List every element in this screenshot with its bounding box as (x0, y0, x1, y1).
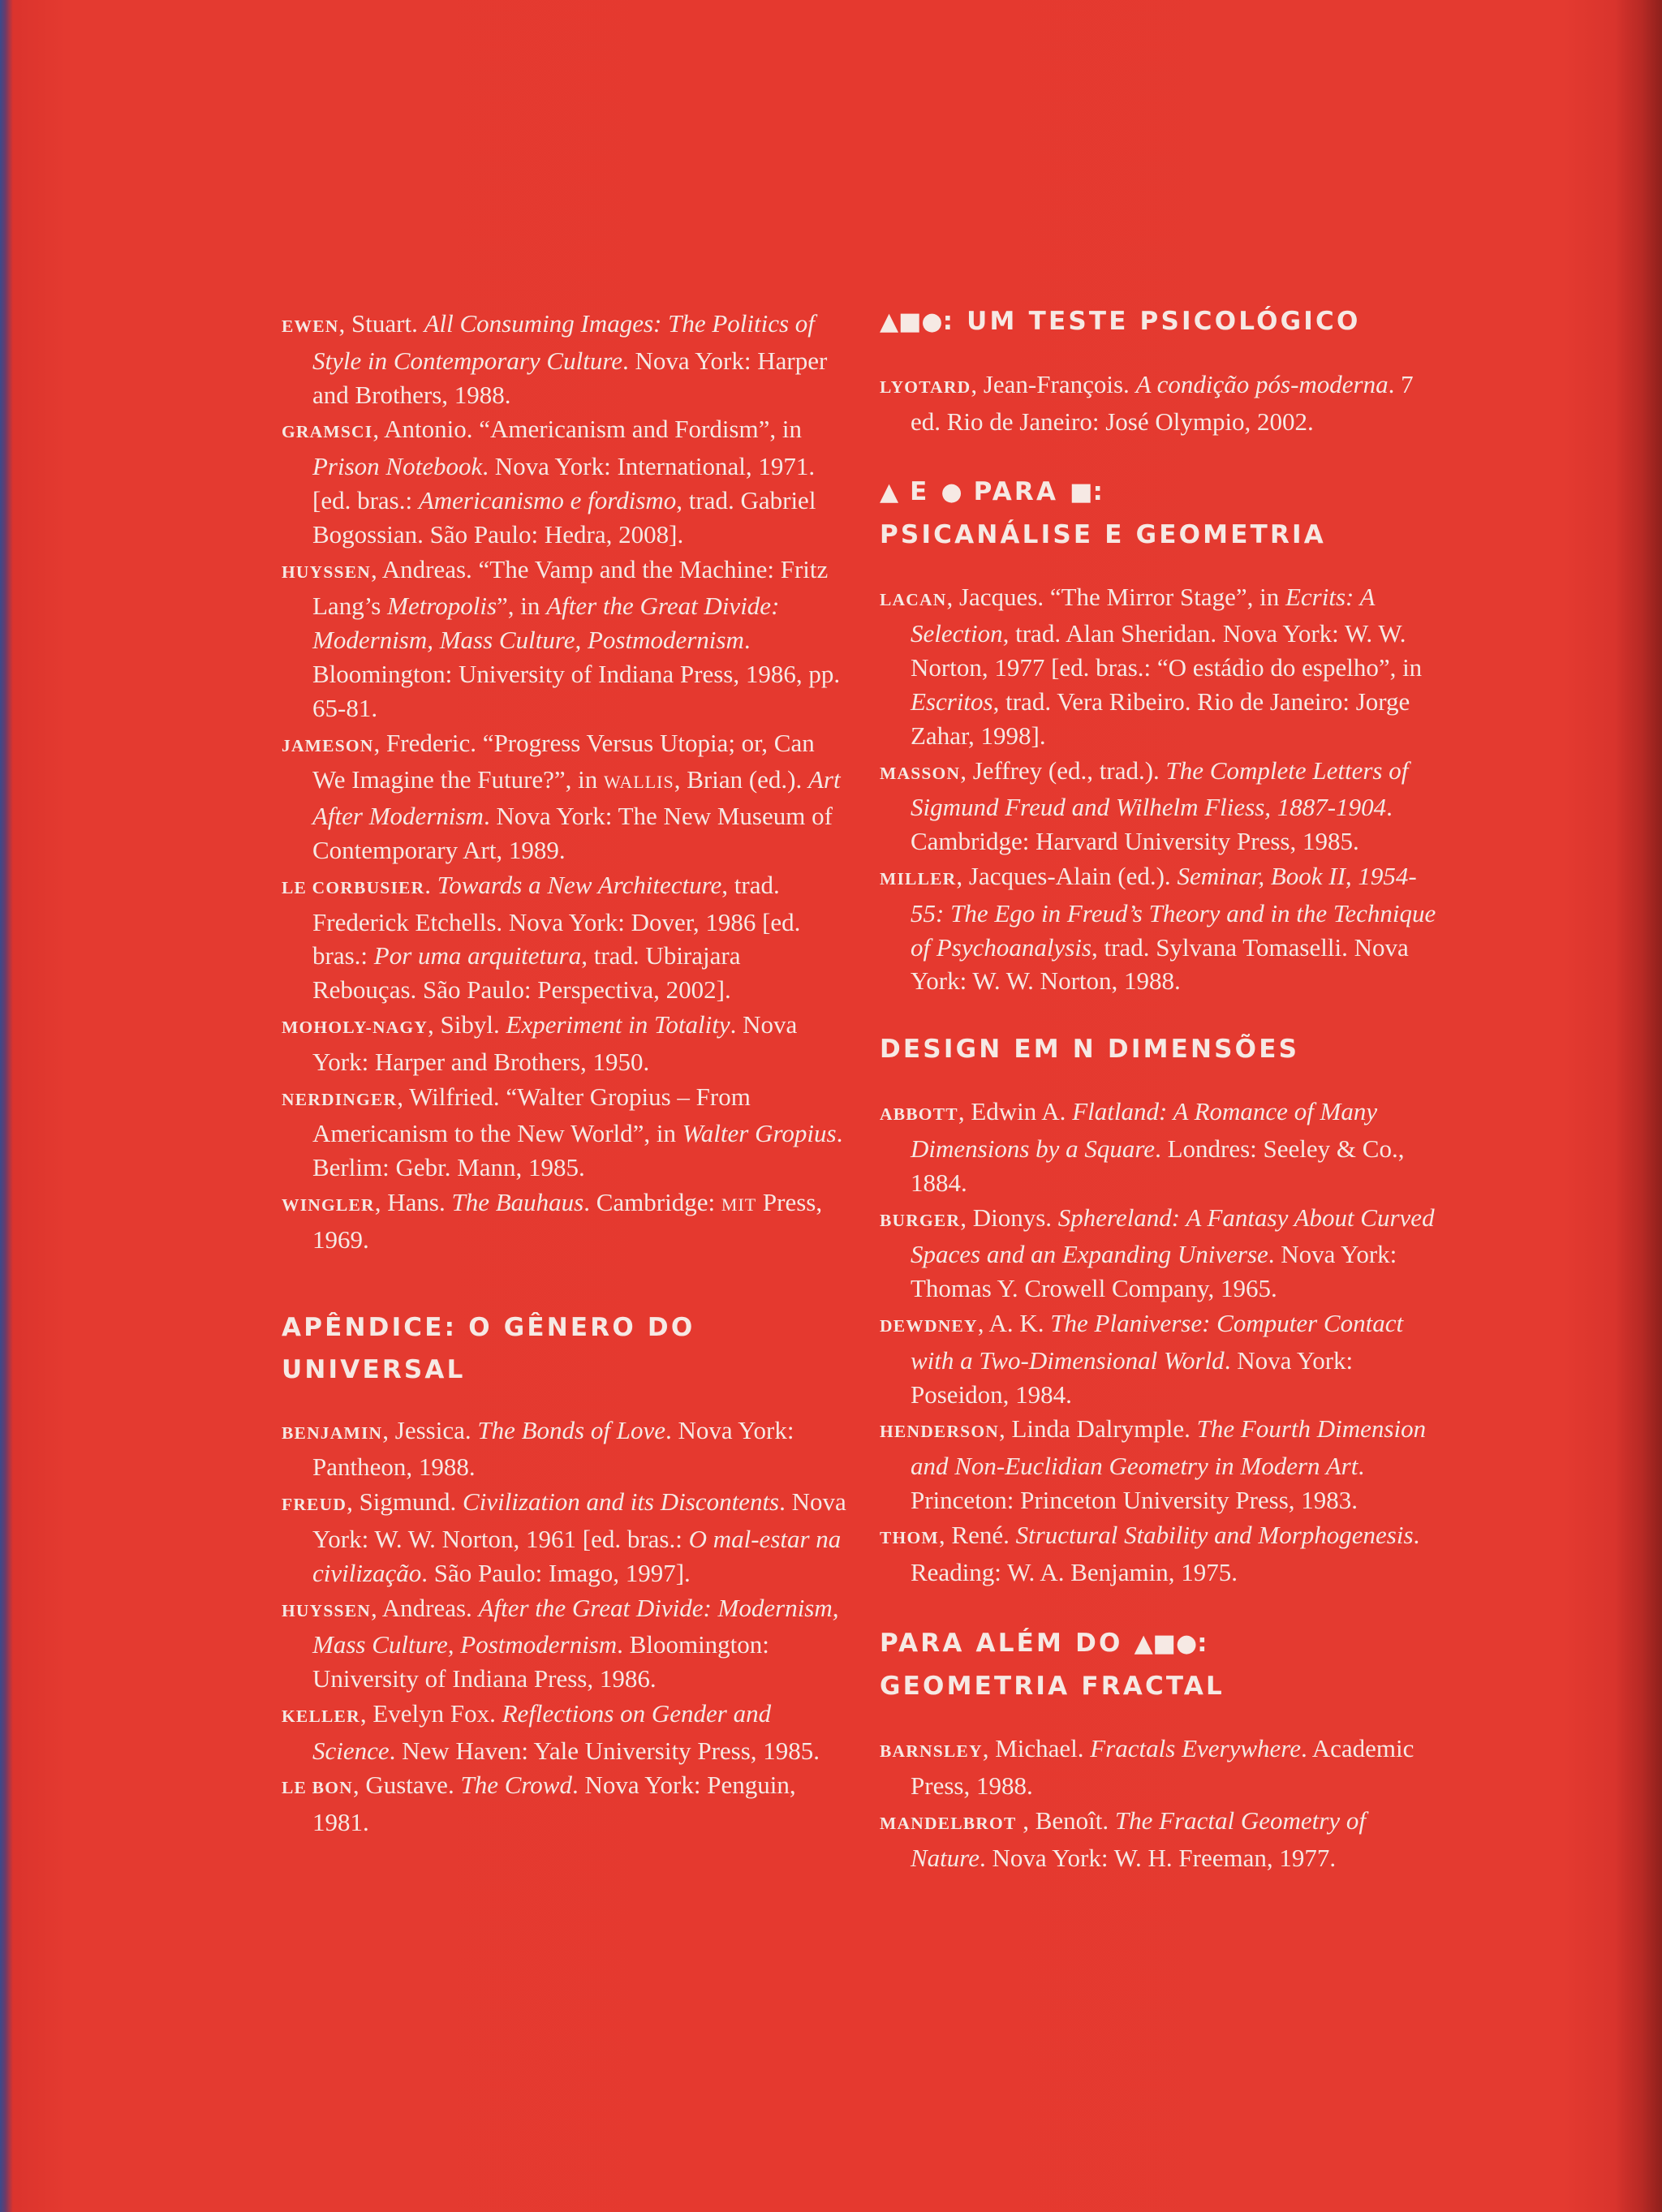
entry-text: . Academic Press, 1988. (911, 1734, 1414, 1801)
bibliography-entry (880, 580, 1440, 753)
bibliography-entry (880, 1804, 1440, 1875)
entry-author: GRAMSCI (282, 422, 373, 442)
bibliography-list (880, 1095, 1440, 1589)
entry-author: LACAN (880, 589, 947, 609)
entry-title: Por uma arquitetura (373, 941, 582, 970)
entry-author: WINGLER (282, 1194, 375, 1215)
entry-text: . Cambridge: (583, 1187, 721, 1216)
entry-title: A condição pós-moderna (1135, 370, 1389, 398)
bibliography-entry (282, 726, 850, 867)
entry-text: , Andreas. “The Vamp and the Machine: Fritz Lang’s (312, 554, 829, 621)
entry-text: , Evelyn Fox. (360, 1698, 502, 1728)
entry-text: , trad. Frederick Etchells. Nova York: Dover, 1986 [ed. bras.: (312, 870, 801, 970)
entry-text: , Wilfried. “Walter Gropius – From Americanism to the New World”, in (312, 1082, 751, 1148)
entry-text: , Jeffrey (ed., trad.). (960, 755, 1166, 785)
entry-text: , Jacques-Alain (ed.). (956, 861, 1178, 890)
entry-author: LYOTARD (880, 377, 971, 397)
entry-author: DEWDNEY (880, 1315, 978, 1336)
bibliography-entry (880, 754, 1440, 859)
heading-line-1: ▲ E ● PARA ■: (880, 476, 1106, 506)
entry-text: , Jessica. (382, 1415, 478, 1444)
entry-text: . Cambridge: Harvard University Press, 1985. (911, 793, 1393, 856)
bibliography-entry (282, 307, 850, 411)
entry-text: , Brian (ed.). (674, 765, 808, 794)
entry-title: The Fourth Dimension and Non-Euclidian Geometry in Modern Art (911, 1414, 1427, 1481)
entry-text: , Andreas. (370, 1593, 479, 1622)
entry-text: . Nova York: Harper and Brothers, 1988. (312, 346, 828, 409)
bibliography-list (880, 580, 1440, 999)
entry-author: MASSON (880, 763, 961, 783)
entry-text: . Nova York: W. W. Norton, 1961 [ed. bras.: (312, 1487, 846, 1553)
entry-author: BURGER (880, 1210, 961, 1230)
entry-title: Civilization and its Discontents (463, 1487, 780, 1517)
entry-author: MANDELBROT (880, 1813, 1017, 1833)
section-heading-design-n-dimensoes: DESIGN EM N DIMENSÕES (880, 1035, 1300, 1065)
entry-author: MILLER (880, 868, 957, 889)
bibliography-entry (282, 1186, 850, 1257)
entry-author: KELLER (282, 1706, 360, 1726)
bibliography-entry (880, 1095, 1440, 1199)
entry-text: , A. K. (977, 1308, 1051, 1337)
entry-author: JAMESON (282, 735, 374, 755)
bibliography-entry (282, 1591, 850, 1696)
entry-author: LE BON (282, 1778, 353, 1798)
entry-text: . Nova York: Pantheon, 1988. (312, 1415, 794, 1482)
entry-text: , Dionys. (960, 1203, 1058, 1232)
bibliography-entry (880, 1201, 1440, 1306)
entry-text: ”, in (497, 592, 547, 621)
entry-title: Metropolis (387, 592, 497, 621)
entry-text: , trad. Ubirajara Rebouças. São Paulo: Perspectiva, 2002]. (312, 941, 741, 1005)
entry-title: Experiment in Totality (506, 1009, 730, 1039)
entry-author: LE CORBUSIER (282, 877, 425, 897)
entry-title: Escritos (911, 686, 993, 716)
bibliography-entry (282, 1080, 850, 1185)
entry-title: Fractals Everywhere (1090, 1734, 1301, 1763)
triangle-icon: ▲ (880, 477, 899, 506)
entry-title: Towards a New Architecture (437, 870, 722, 899)
entry-text: . Bloomington: University of Indiana Press, 1986. (312, 1630, 769, 1693)
entry-text: . Bloomington: University of Indiana Press, 1986, pp. 65-81. (312, 626, 841, 722)
entry-author: BENJAMIN (282, 1422, 383, 1443)
entry-smallcaps: MIT (721, 1194, 757, 1215)
section-heading-apendice: APÊNDICE: O GÊNERO DO UNIVERSAL (282, 1312, 695, 1384)
bibliography-entry (282, 1697, 850, 1768)
entry-title: Ecrits: A Selection (911, 582, 1375, 648)
entry-text: . Nova York: Penguin, 1981. (312, 1771, 796, 1837)
entry-title: Walter Gropius (682, 1119, 837, 1148)
bibliography-entry (880, 1306, 1440, 1411)
triangle-square-circle-icon: ▲■● (880, 308, 943, 336)
entry-author: HUYSSEN (282, 1600, 371, 1620)
bibliography-entry (880, 859, 1440, 998)
entry-text: , Sigmund. (347, 1487, 463, 1517)
left-column (282, 307, 850, 1840)
section-heading-psicanalise (880, 471, 1440, 556)
entry-title: O mal-estar na civilização (312, 1524, 842, 1587)
entry-text: . Berlim: Gebr. Mann, 1985. (312, 1119, 843, 1182)
entry-author: HUYSSEN (282, 562, 371, 582)
entry-author: BARNSLEY (880, 1741, 983, 1762)
entry-text: . Princeton: Princeton University Press, 1983. (911, 1452, 1365, 1514)
bibliography-entry (880, 1518, 1440, 1590)
entry-text: , trad. Alan Sheridan. Nova York: W. W. Norton, 1977 [ed. bras.: “O estádio do espelho”, in (911, 619, 1423, 682)
entry-text: , Edwin A. (958, 1097, 1073, 1126)
entry-title: The Fractal Geometry of Nature (911, 1805, 1366, 1872)
entry-text: . Reading: W. A. Benjamin, 1975. (911, 1520, 1420, 1586)
entry-title: After the Great Divide: Modernism, Mass Culture, Postmodernism (312, 1593, 839, 1659)
entry-text: Press, 1969. (312, 1187, 823, 1254)
entry-title: Structural Stability and Morphogenesis (1015, 1520, 1414, 1549)
entry-text: , trad. Gabriel Bogossian. São Paulo: Hedra, 2008]. (312, 485, 816, 549)
bibliography-list (282, 307, 850, 1257)
entry-text: . New Haven: Yale University Press, 1985. (389, 1736, 820, 1765)
bibliography-entry (282, 412, 850, 551)
entry-text: , Sibyl. (428, 1009, 506, 1039)
entry-text: , René. (938, 1520, 1016, 1549)
entry-author: FREUD (282, 1495, 347, 1515)
entry-title: Flatland: A Romance of Many Dimensions by a Square (911, 1097, 1378, 1163)
entry-text: , Jean-François. (971, 370, 1136, 398)
entry-title: The Complete Letters of Sigmund Freud and Wilhelm Fliess, 1887-1904 (911, 755, 1409, 822)
entry-title: Seminar, Book II, 1954-55: The Ego in Freud’s Theory and in the Technique of Psychoanalysis (911, 861, 1436, 962)
entry-text: , Gustave. (352, 1771, 461, 1800)
entry-text: , trad. Vera Ribeiro. Rio de Janeiro: Jorge Zahar, 1998]. (911, 686, 1410, 750)
entry-smallcaps: WALLIS (604, 772, 674, 793)
entry-author: EWEN (282, 316, 339, 336)
entry-author: ABBOTT (880, 1104, 958, 1125)
bibliography-entry (282, 1768, 850, 1840)
page-edge-left (0, 0, 13, 2212)
entry-text: , Hans. (374, 1187, 452, 1216)
entry-text: , Michael. (982, 1734, 1091, 1763)
bibliography-entry (282, 868, 850, 1007)
bibliography-entry (880, 1732, 1440, 1803)
right-column (880, 302, 1440, 1876)
entry-text: . São Paulo: Imago, 1997]. (421, 1558, 691, 1587)
bibliography-entry (880, 368, 1440, 439)
entry-author: THOM (880, 1527, 939, 1547)
entry-text: . 7 ed. Rio de Janeiro: José Olympio, 2002. (911, 370, 1414, 436)
entry-author: HENDERSON (880, 1422, 999, 1442)
entry-text: , Frederic. “Progress Versus Utopia; or, Can We Imagine the Future?”, in (312, 728, 815, 794)
bibliography-list (282, 1414, 850, 1840)
bibliography-entry (880, 1412, 1440, 1517)
heading-line-2: PSICANÁLISE E GEOMETRIA (880, 519, 1326, 549)
entry-text: . Nova York: The New Museum of Contemporary Art, 1989. (312, 802, 833, 864)
entry-text: . Nova York: W. H. Freeman, 1977. (979, 1843, 1337, 1872)
bibliography-entry (282, 1008, 850, 1079)
bibliography-entry (282, 1414, 850, 1485)
entry-text: . Nova York: Harper and Brothers, 1950. (312, 1009, 798, 1076)
entry-title: Reflections on Gender and Science (312, 1698, 772, 1765)
entry-title: All Consuming Images: The Politics of Style in Contemporary Culture (312, 309, 815, 375)
entry-title: The Bonds of Love (477, 1415, 665, 1444)
entry-author: NERDINGER (282, 1089, 398, 1109)
entry-title: The Planiverse: Computer Contact with a Two-Dimensional World (911, 1308, 1404, 1375)
section-heading-geometria-fractal: PARA ALÉM DO ▲■●: GEOMETRIA FRACTAL (880, 1629, 1225, 1702)
entry-text: , Stuart. (338, 309, 424, 338)
circle-icon: ● (941, 477, 962, 506)
entry-title: After the Great Divide: Modernism, Mass Culture, Postmodernism (312, 592, 780, 655)
section-heading-teste-psicologico: ▲■●: UM TESTE PSICOLÓGICO (880, 307, 1361, 336)
entry-title: Sphereland: A Fantasy About Curved Spaces and an Expanding Universe (911, 1203, 1435, 1269)
square-icon: ■ (1070, 477, 1093, 506)
bibliography-entry (282, 553, 850, 725)
entry-title: The Bauhaus (451, 1187, 584, 1216)
entry-text: , Benoît. (1016, 1805, 1115, 1835)
entry-text: . Nova York: Thomas Y. Crowell Company, 1965. (911, 1240, 1397, 1303)
entry-text: . Londres: Seeley & Co., 1884. (911, 1134, 1405, 1197)
entry-text: . (424, 870, 437, 899)
bibliography-list (880, 368, 1440, 439)
entry-title: The Crowd (460, 1771, 572, 1800)
page-edge-right (1615, 0, 1662, 2212)
entry-text: , trad. Sylvana Tomaselli. Nova York: W. W. Norton, 1988. (911, 932, 1409, 996)
bibliography-entry (282, 1485, 850, 1590)
entry-text: , Antonio. “Americanism and Fordism”, in (372, 415, 802, 444)
entry-text: , Linda Dalrymple. (999, 1414, 1197, 1444)
entry-text: , Jacques. “The Mirror Stage”, in (946, 582, 1285, 611)
entry-title: Prison Notebook (312, 452, 483, 481)
entry-title: Art After Modernism (312, 765, 841, 831)
bibliography-list (880, 1732, 1440, 1874)
entry-text: . Nova York: International, 1971. [ed. bras.: (312, 452, 816, 514)
entry-text: . Nova York: Poseidon, 1984. (911, 1345, 1354, 1409)
entry-author: MOHOLY-NAGY (282, 1017, 428, 1037)
triangle-square-circle-icon: ▲■● (1134, 1629, 1198, 1659)
entry-title: Americanismo e fordismo (418, 485, 677, 514)
